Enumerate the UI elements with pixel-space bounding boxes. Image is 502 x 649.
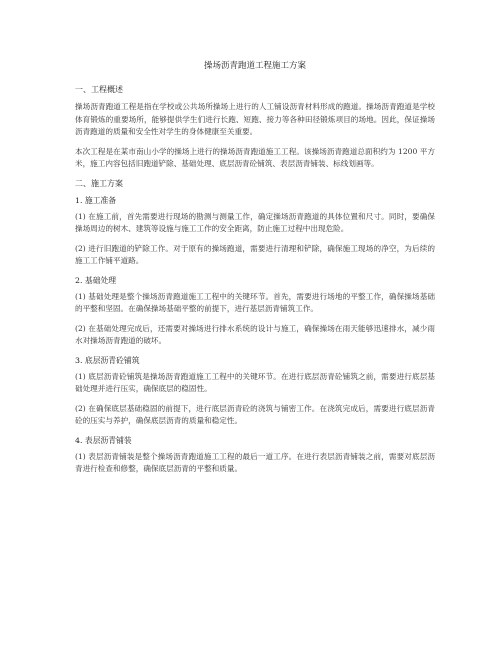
surface-layer-paragraph-1: (1) 表层沥青铺装是整个操场沥青跑道施工工程的最后一道工序。在进行表层沥青铺装之前，需要对底层沥青进行检查和修整，确保底层沥青的平整和质量。 [75,451,435,473]
section-heading-plan: 二、施工方案 [75,178,123,188]
section-heading-overview: 一、工程概述 [75,85,123,94]
foundation-paragraph-1: (1) 基础处理是整个操场沥青跑道施工工程中的关键环节。首先，需要进行场地的平整工作，确保操场基础的平整和坚固。在确保操场基础平整的前提下，进行基层沥青铺筑工作。 [75,291,435,313]
subsection-title-surface-layer: 4. 表层沥青铺装 [75,435,132,445]
base-layer-paragraph-2: (2) 在确保底层基础稳固的前提下，进行底层沥青砼的浇筑与铺密工作。在浇筑完成后，需要进行底层沥青砼的压实与养护，确保底层沥青的质量和稳定性。 [75,403,435,425]
document-title: 操场沥青跑道工程施工方案 [203,61,306,71]
subsection-title-base-layer: 3. 底层沥青砼铺筑 [75,355,140,365]
foundation-paragraph-2: (2) 在基础处理完成后，还需要对操场进行排水系统的设计与施工，确保操场在雨天能够迅速排水，减少雨水对操场沥青跑道的破坏。 [75,323,435,345]
subsection-title-preparation: 1. 施工准备 [75,195,117,205]
document-body [75,60,435,483]
overview-paragraph-2: 本次工程是在某市南山小学的操场上进行的操场沥青跑道施工工程。该操场沥青跑道总面积约为 1200 平方米，施工内容包括旧跑道铲除、基础处理、底层沥青砼铺筑、表层沥青铺装、标线划画等。 [75,146,435,168]
overview-paragraph-1: 操场沥青跑道工程是指在学校或公共场所操场上进行的人工铺设沥青材料形成的跑道。操场沥青跑道是学校体育锻炼的重要场所，能够提供学生们进行长跑、短跑、接力等各种田径锻炼项目的场地。因此，保证操场沥青跑道的质量和安全性对学生的身体健康至关重要。 [75,102,435,136]
base-layer-paragraph-1: (1) 底层沥青砼铺筑是操场沥青跑道施工工程中的关键环节。在进行底层沥青砼铺筑之前，需要进行底层基础处理并进行压实，确保底层的稳固性。 [75,371,435,393]
preparation-paragraph-1: (1) 在施工前，首先需要进行现场的勘测与测量工作，确定操场沥青跑道的具体位置和尺寸。同时，要确保操场周边的树木、建筑等设施与施工工作的安全距离，防止施工过程中出现危险。 [75,211,435,233]
subsection-title-foundation: 2. 基础处理 [75,275,117,285]
preparation-paragraph-2: (2) 进行旧跑道的铲除工作。对于原有的操场跑道，需要进行清理和铲除，确保施工现场的净空，为后续的施工工作铺平道路。 [75,243,435,265]
